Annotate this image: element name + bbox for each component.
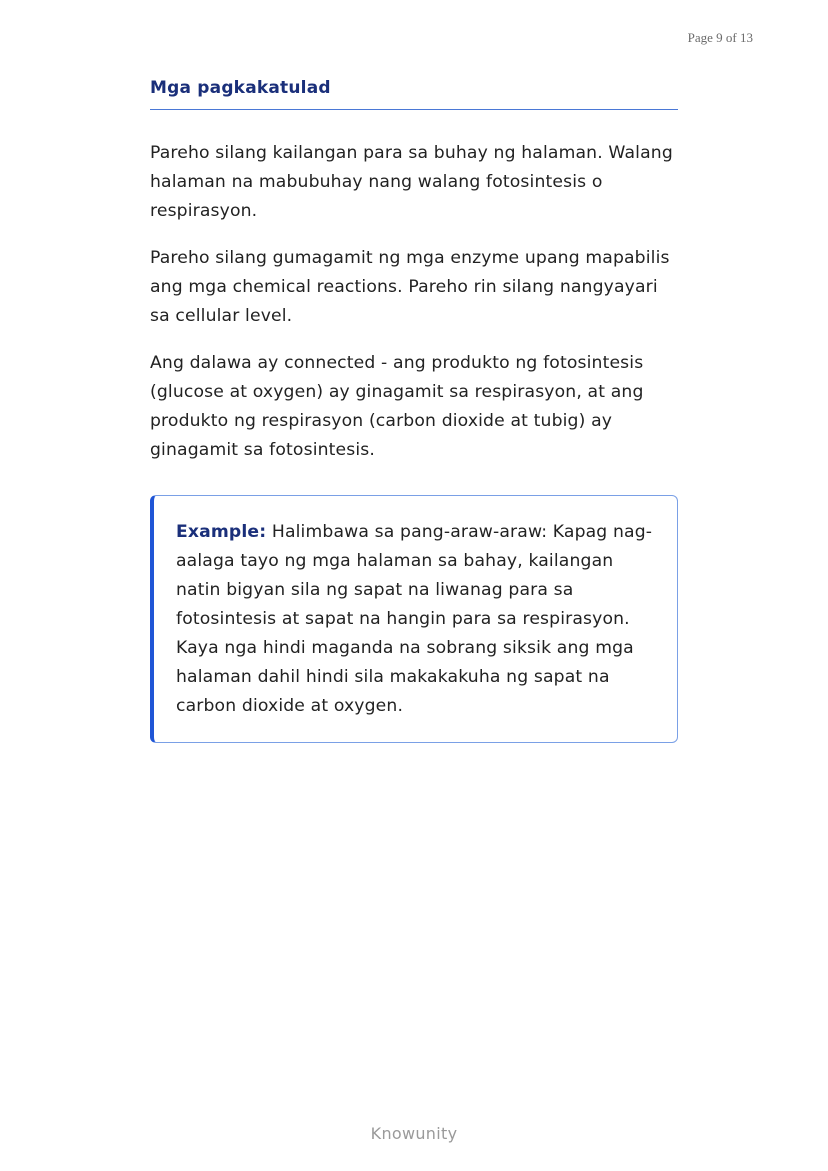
footer-brand: Knowunity (370, 1124, 458, 1143)
paragraph-2: Pareho silang gumagamit ng mga enzyme upang mapabilis ang mga chemical reactions. Pareho rin silang nangyayari sa cellular level. (150, 248, 670, 326)
example-box (150, 495, 678, 743)
section-title: Mga pagkakatulad (150, 78, 678, 110)
example-body: Halimbawa sa pang-araw-araw: Kapag nag-aalaga tayo ng mga halaman sa bahay, kailangan natin bigyan sila ng sapat na liwanag para sa fotosintesis at sapat na hangin para sa respirasyon. Kaya nga hindi maganda na sobrang siksik ang mga halaman dahil hindi sila makakakuha ng sapat na carbon dioxide at oxygen. (176, 522, 653, 716)
paragraph-1: Pareho silang kailangan para sa buhay ng halaman. Walang halaman na mabubuhay nang walang fotosintesis o respirasyon. (150, 143, 673, 221)
page-content (150, 78, 678, 743)
example-text (176, 518, 653, 721)
example-label: Example: (176, 522, 267, 542)
page-number: Page 9 of 13 (687, 30, 753, 45)
paragraph-3: Ang dalawa ay connected - ang produkto ng fotosintesis (glucose at oxygen) ay ginagamit sa respirasyon, at ang produkto ng respirasyon (carbon dioxide at tubig) ay ginagamit sa fotosintesis. (150, 353, 644, 460)
